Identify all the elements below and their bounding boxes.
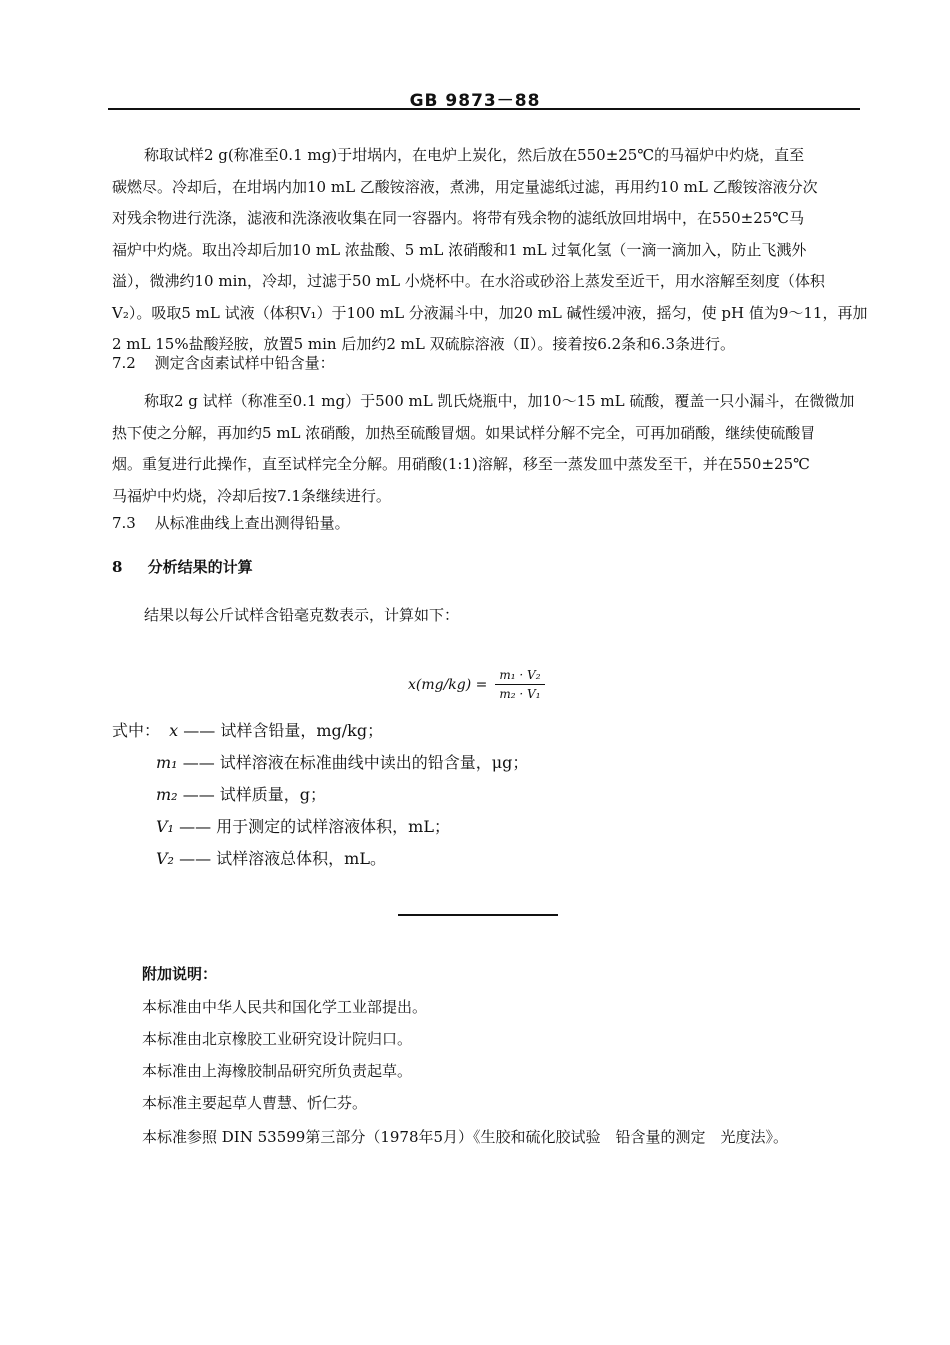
section-number: 7.3 bbox=[112, 514, 136, 532]
note-line: 本标准参照 DIN 53599第三部分（1978年5月）《生胶和硫化胶试验 铅含量的测定 光度法》。 bbox=[142, 1128, 789, 1146]
end-divider bbox=[398, 914, 558, 916]
note-line: 本标准主要起草人曹慧、忻仁芬。 bbox=[142, 1094, 368, 1112]
note-line: 本标准由北京橡胶工业研究设计院归口。 bbox=[142, 1030, 413, 1048]
formula-denominator: m₂ · V₁ bbox=[499, 687, 541, 701]
section-title: 分析结果的计算 bbox=[147, 558, 253, 576]
definition-row bbox=[156, 782, 326, 805]
section-title: 从标准曲线上查出测得铅量。 bbox=[154, 514, 350, 532]
formula-numerator: m₁ · V₂ bbox=[495, 668, 544, 685]
definition-desc: —— 用于测定的试样溶液体积，mL； bbox=[179, 817, 450, 836]
definition-desc: —— 试样溶液总体积，mL。 bbox=[179, 849, 386, 868]
text-line: 称取试样2 g(称准至0.1 mg)于坩埚内，在电炉上炭化，然后放在550±25℃的马福炉中灼烧，直至 bbox=[144, 146, 805, 164]
definition-desc: —— 试样质量，g； bbox=[182, 785, 327, 804]
section-7-3-heading bbox=[112, 512, 350, 533]
definition-row bbox=[156, 846, 386, 869]
definition-symbol: V₁ bbox=[156, 817, 174, 836]
text-line: 对残余物进行洗涤，滤液和洗涤液收集在同一容器内。将带有残余物的滤纸放回坩埚中，在550±25℃马 bbox=[112, 209, 805, 227]
paragraph-7-2 bbox=[112, 386, 855, 512]
text-line: 马福炉中灼烧，冷却后按7.1条继续进行。 bbox=[112, 486, 391, 505]
definition-row bbox=[156, 814, 450, 837]
standard-number-header: GB 9873－88 bbox=[409, 91, 541, 111]
paragraph-7-1 bbox=[112, 140, 868, 361]
definition-row bbox=[156, 750, 528, 773]
text-line: V₂）。吸取5 mL 试液（体积V₁）于100 mL 分液漏斗中，加20 mL 碱性缓冲液，摇匀，使 pH 值为9～11，再加 bbox=[112, 303, 868, 322]
definition-desc: —— 试样含铅量，mg/kg； bbox=[183, 721, 384, 740]
note-line: 本标准由上海橡胶制品研究所负责起草。 bbox=[142, 1062, 413, 1080]
definition-desc: —— 试样溶液在标准曲线中读出的铅含量，μg； bbox=[182, 753, 529, 772]
lead-content-formula bbox=[408, 668, 545, 701]
definition-row bbox=[112, 718, 383, 741]
section-8-heading bbox=[112, 556, 253, 577]
definition-symbol: V₂ bbox=[156, 849, 174, 868]
section-7-2-heading bbox=[112, 352, 335, 373]
definition-symbol: m₁ bbox=[156, 753, 178, 772]
text-line: 称取2 g 试样（称准至0.1 mg）于500 mL 凯氏烧瓶中，加10～15 mL 硫酸，覆盖一只小漏斗，在微微加 bbox=[144, 392, 855, 410]
text-line: 碳燃尽。冷却后，在坩埚内加10 mL 乙酸铵溶液，煮沸，用定量滤纸过滤，再用约10 mL 乙酸铵溶液分次 bbox=[112, 177, 818, 196]
definition-symbol: x bbox=[169, 721, 179, 740]
formula-fraction bbox=[495, 668, 544, 701]
section-number: 7.2 bbox=[112, 354, 136, 372]
text-line: 热下使之分解，再加约5 mL 浓硝酸，加热至硫酸冒烟。如果试样分解不完全，可再加硝酸，继续使硫酸冒 bbox=[112, 423, 816, 442]
notes-title: 附加说明： bbox=[142, 965, 218, 983]
calculation-intro: 结果以每公斤试样含铅毫克数表示，计算如下： bbox=[144, 606, 460, 624]
text-line: 溢），微沸约10 min，冷却，过滤于50 mL 小烧杯中。在水浴或砂浴上蒸发至近干，用水溶解至刻度（体积 bbox=[112, 272, 825, 290]
text-line: 2 mL 15%盐酸羟胺，放置5 min 后加约2 mL 双硫腙溶液（Ⅱ）。接着按6.2条和6.3条进行。 bbox=[112, 335, 736, 353]
definitions-prefix: 式中： bbox=[112, 721, 161, 740]
section-number: 8 bbox=[112, 558, 123, 576]
definition-symbol: m₂ bbox=[156, 785, 178, 804]
note-line: 本标准由中华人民共和国化学工业部提出。 bbox=[142, 998, 428, 1016]
section-title: 测定含卤素试样中铅含量： bbox=[154, 354, 335, 372]
text-line: 烟。重复进行此操作，直至试样完全分解。用硝酸(1:1)溶解，移至一蒸发皿中蒸发至干，并在550±25℃ bbox=[112, 455, 810, 473]
text-line: 福炉中灼烧。取出冷却后加10 mL 浓盐酸、5 mL 浓硝酸和1 mL 过氧化氢（一滴一滴加入，防止飞溅外 bbox=[112, 240, 807, 259]
formula-lhs: x(mg/kg) = bbox=[408, 676, 488, 693]
header-rule bbox=[108, 108, 860, 110]
